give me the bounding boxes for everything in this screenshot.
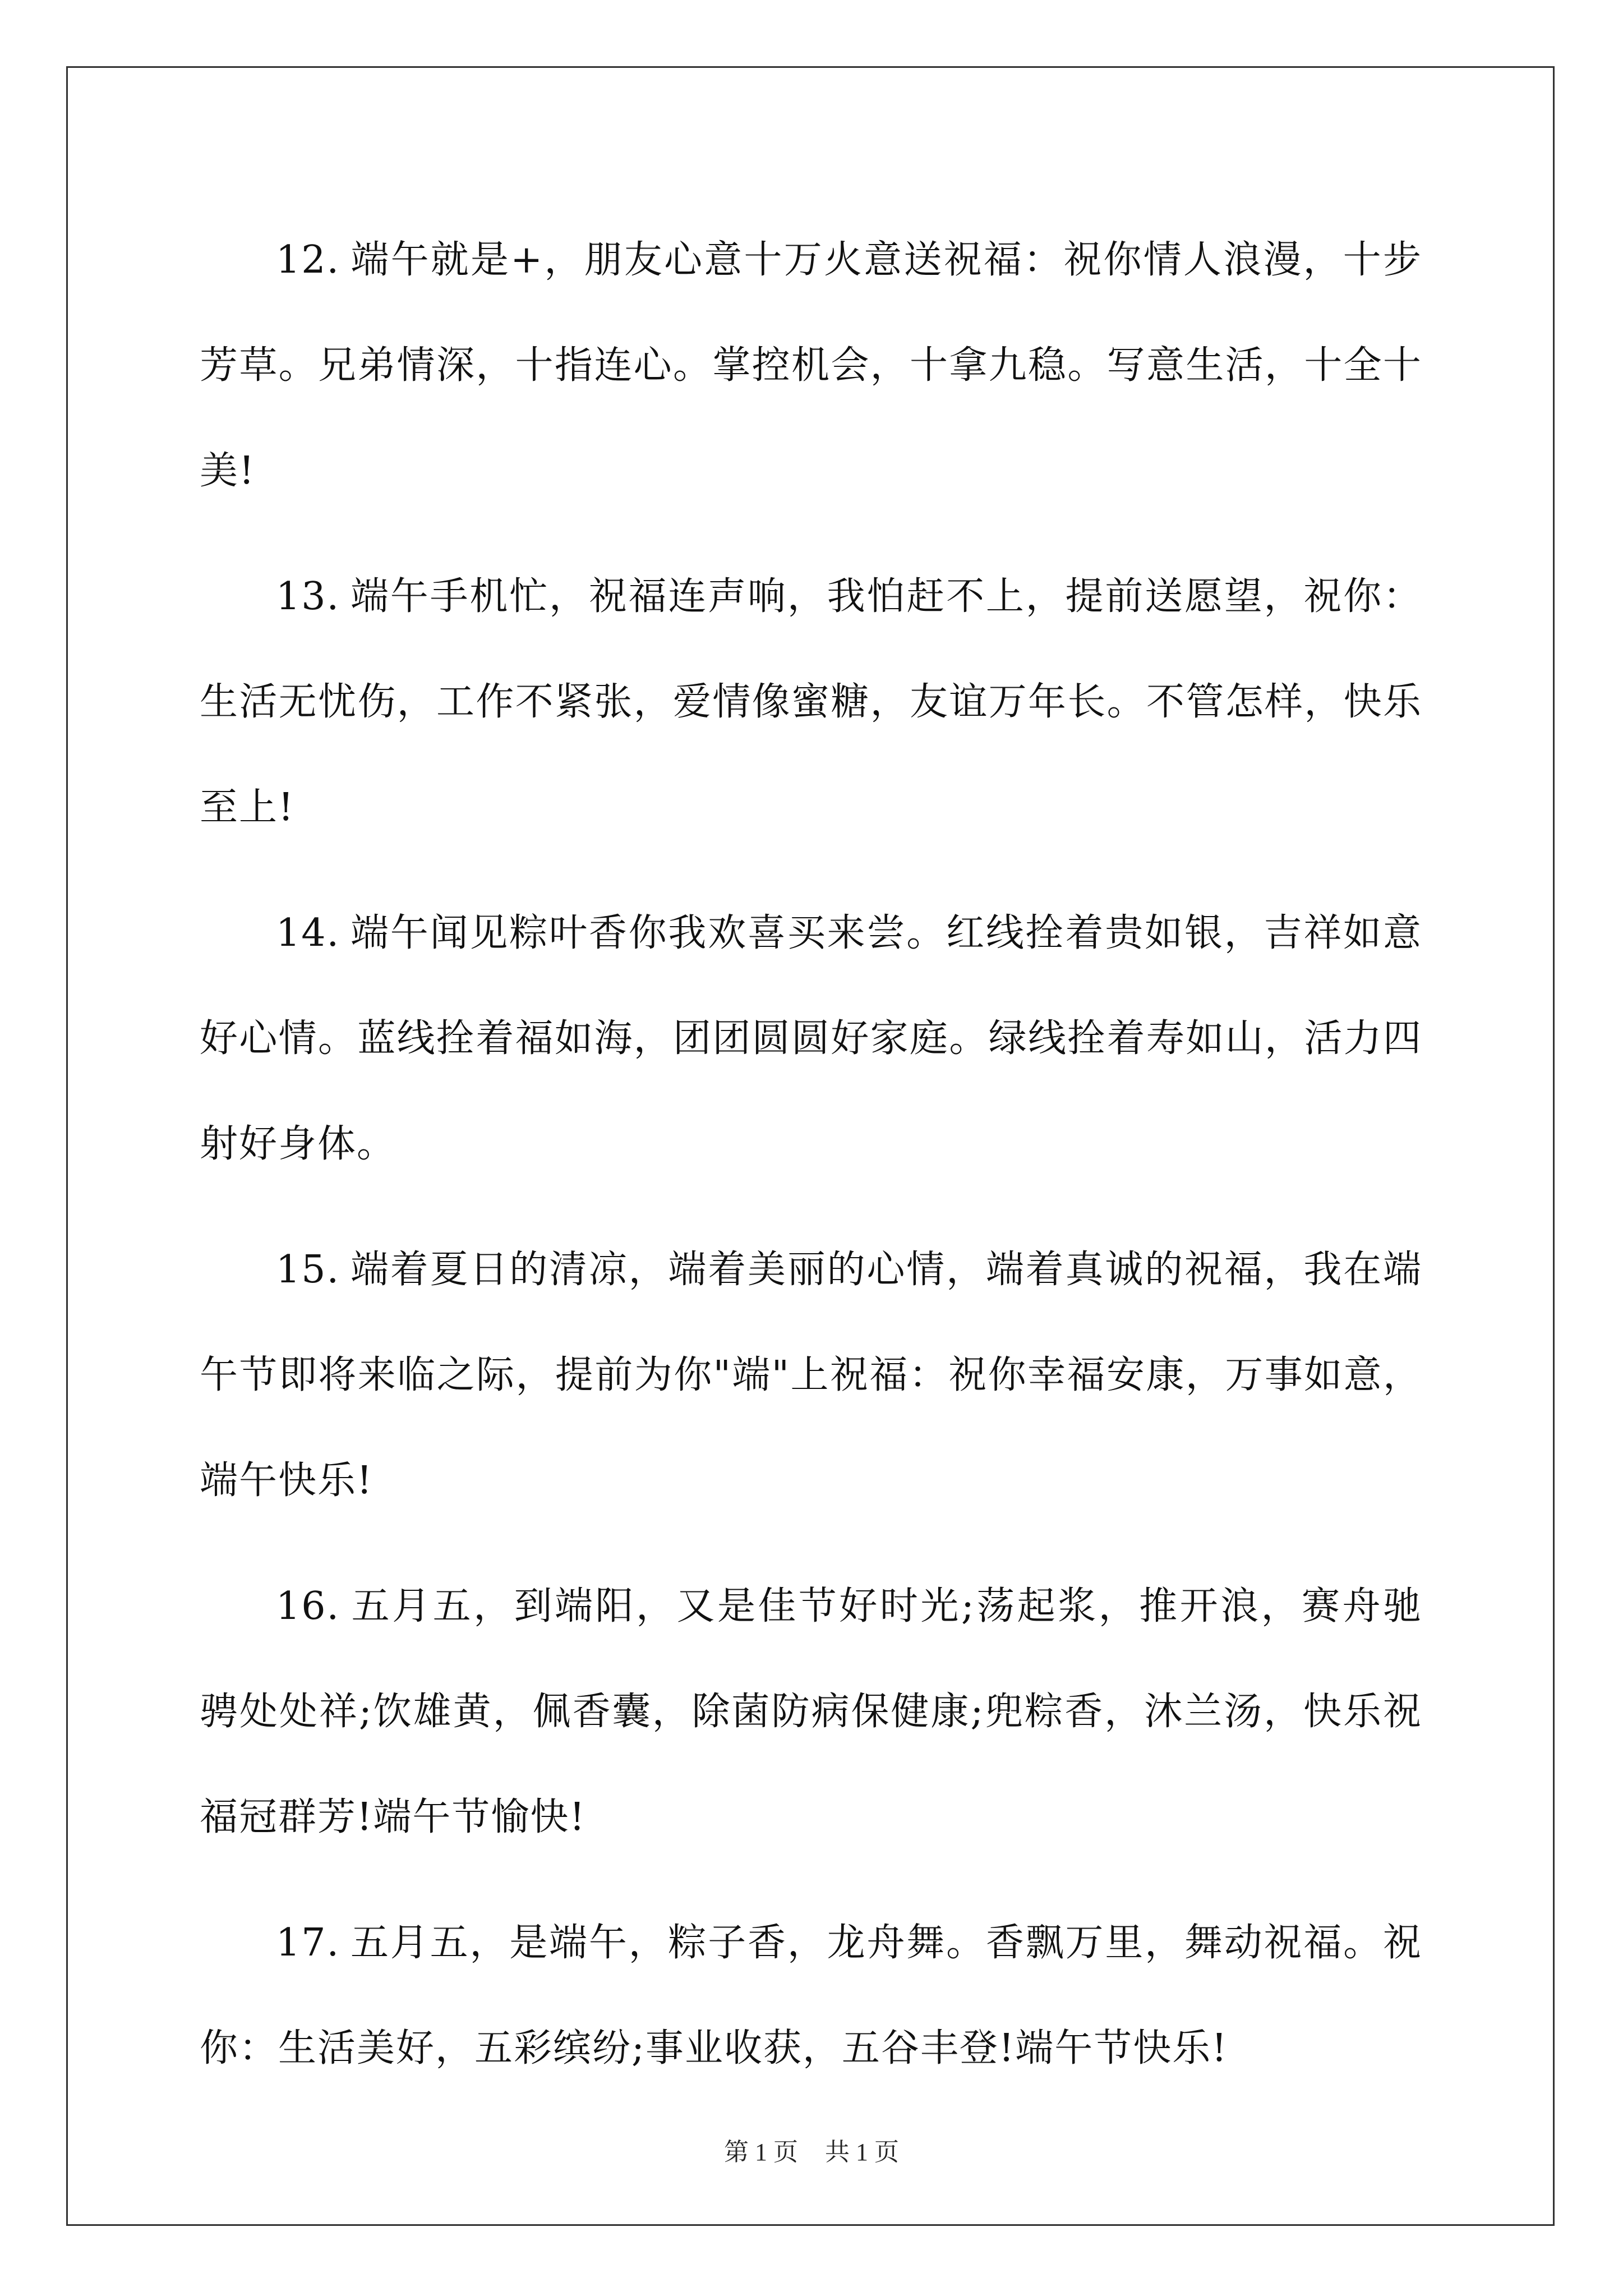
entry-number: 15. (276, 1248, 340, 1292)
entry-text: 五月五，是端午，粽子香，龙舟舞。香飘万里，舞动祝福。祝你：生活美好，五彩缤纷;事业收获，五谷丰登!端午节快乐! (200, 1921, 1422, 2070)
entry-text: 端午手机忙，祝福连声响，我怕赶不上，提前送愿望，祝你：生活无忧伤，工作不紧张，爱情像蜜糖，友谊万年长。不管怎样，快乐至上! (200, 574, 1422, 830)
entry-number: 12. (276, 238, 340, 282)
entry-number: 16. (276, 1584, 340, 1628)
entry-text: 端午闻见粽叶香你我欢喜买来尝。红线拴着贵如银，吉祥如意好心情。蓝线拴着福如海，团团圆圆好家庭。绿线拴着寿如山，活力四射好身体。 (200, 911, 1422, 1166)
list-item (200, 1554, 1422, 1870)
entry-number: 13. (276, 574, 340, 619)
list-item (200, 208, 1422, 524)
entry-text: 五月五，到端阳，又是佳节好时光;荡起浆，推开浪，赛舟驰骋处处祥;饮雄黄，佩香囊，除菌防病保健康;兜粽香，沐兰汤，快乐祝福冠群芳!端午节愉快! (200, 1584, 1422, 1839)
list-item (200, 1890, 1422, 2101)
entry-number: 17. (276, 1921, 340, 1965)
entry-text: 端着夏日的清凉，端着美丽的心情，端着真诚的祝福，我在端午节即将来临之际，提前为你"端"上祝福：祝你幸福安康，万事如意，端午快乐! (200, 1248, 1422, 1503)
total-pages: 共 1 页 (825, 2138, 899, 2166)
entry-text: 端午就是+，朋友心意十万火意送祝福：祝你情人浪漫，十步芳草。兄弟情深，十指连心。掌控机会，十拿九稳。写意生活，十全十美! (200, 238, 1422, 493)
document-body (200, 208, 1422, 2101)
page-number: 第 1 页 (724, 2138, 798, 2166)
entry-number: 14. (276, 911, 340, 955)
list-item (200, 1217, 1422, 1534)
list-item (200, 881, 1422, 1197)
list-item (200, 544, 1422, 861)
page-footer (0, 2132, 1623, 2168)
